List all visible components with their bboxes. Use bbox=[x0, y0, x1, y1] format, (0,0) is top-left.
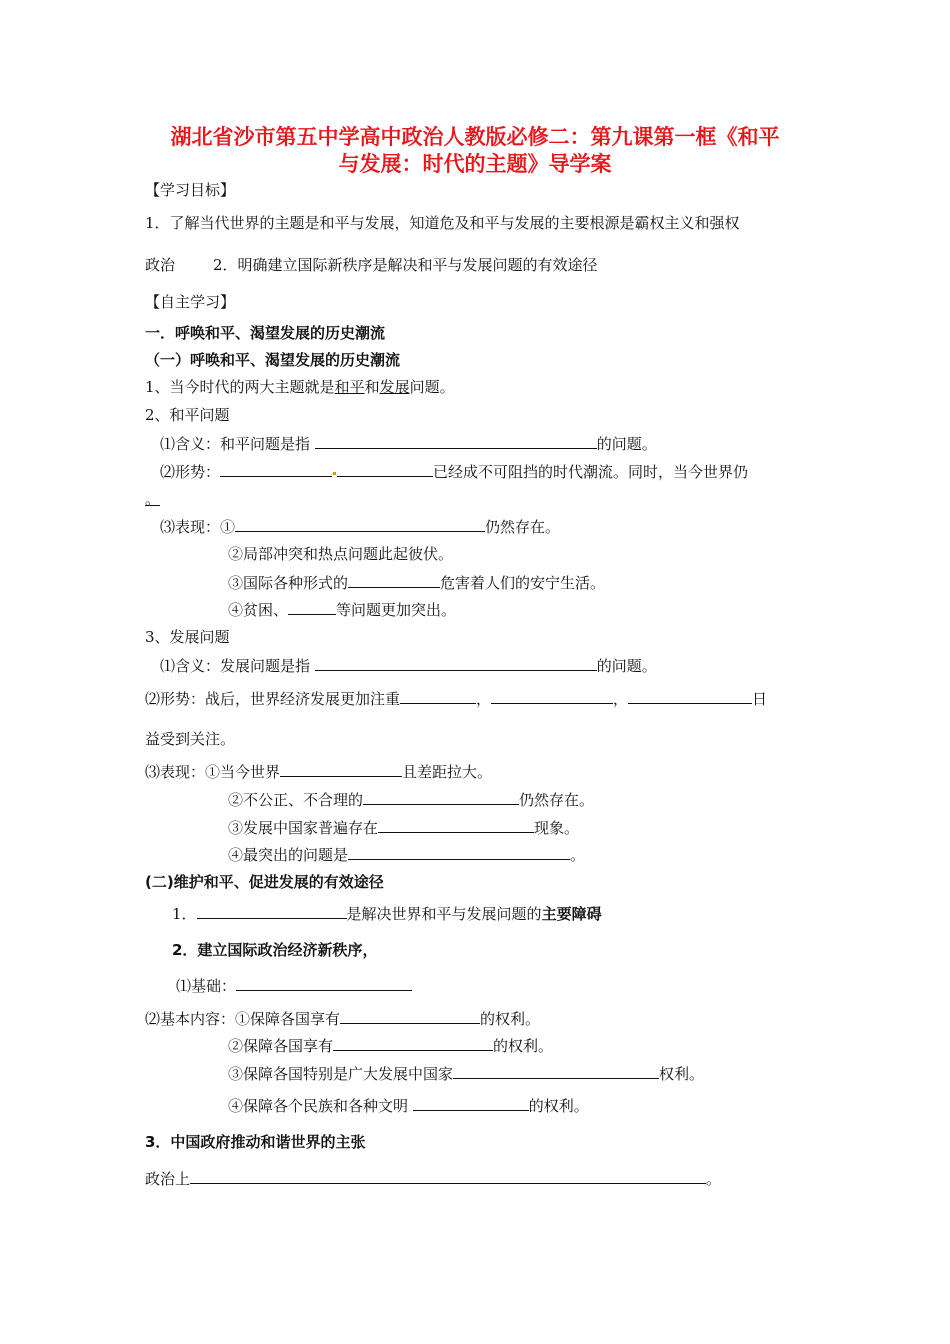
q2-show4-blank[interactable] bbox=[288, 599, 336, 615]
q2-trend-prefix: ⑵形势： bbox=[160, 463, 221, 481]
p3-politics-blank[interactable] bbox=[190, 1168, 706, 1184]
p2-content2-blank[interactable] bbox=[333, 1035, 493, 1051]
q2-show4-prefix: ④贫困、 bbox=[228, 601, 289, 619]
q2-show3-prefix: ③国际各种形式的 bbox=[228, 574, 349, 592]
p3-politics-prefix: 政治上 bbox=[145, 1170, 191, 1188]
p2-content2-prefix: ②保障各国享有 bbox=[228, 1037, 334, 1055]
section-1-heading: 一．呼唤和平、渴望发展的历史潮流 bbox=[145, 324, 386, 342]
p2-content1-blank[interactable] bbox=[340, 1008, 480, 1024]
goal-item-1-tail: 政治 bbox=[145, 256, 176, 274]
q2-meaning-blank[interactable] bbox=[315, 433, 597, 449]
p2-content-4 bbox=[228, 1095, 589, 1116]
q3-meaning-blank[interactable] bbox=[315, 655, 597, 671]
p1-num: 1． bbox=[172, 905, 197, 923]
q1-prefix: 1、当今时代的两大主题就是 bbox=[145, 378, 335, 396]
q3-show1-prefix: ⑶表现：①当今世界 bbox=[145, 763, 281, 781]
q2-show-2: ②局部冲突和热点问题此起彼伏。 bbox=[228, 545, 454, 563]
q3-show1-blank[interactable] bbox=[280, 761, 402, 777]
p2-content-3 bbox=[228, 1063, 704, 1084]
p2-basis bbox=[176, 975, 412, 996]
q1-suffix: 问题。 bbox=[409, 378, 455, 396]
q3-show2-blank[interactable] bbox=[363, 789, 519, 805]
q2-trend bbox=[160, 461, 748, 482]
q3-meaning bbox=[160, 655, 657, 676]
q2-meaning bbox=[160, 433, 657, 454]
q3-show-4 bbox=[228, 844, 585, 865]
self-study-heading: 【自主学习】 bbox=[145, 293, 236, 311]
p2-content-1 bbox=[145, 1008, 540, 1029]
q1-answer-development: 发展 bbox=[379, 378, 410, 396]
p2-content3-blank[interactable] bbox=[453, 1063, 659, 1079]
q3-trend-prefix: ⑵形势：战后，世界经济发展更加注重 bbox=[145, 690, 401, 708]
q2-show-1 bbox=[160, 516, 560, 537]
q3-meaning-prefix: ⑴含义：发展问题是指 bbox=[160, 657, 311, 675]
document-title-line1: 湖北省沙市第五中学高中政治人教版必修二：第九课第一框《和平 bbox=[170, 125, 780, 149]
p2-content4-blank[interactable] bbox=[413, 1095, 529, 1111]
subsection-1-heading: （一）呼唤和平、渴望发展的历史潮流 bbox=[145, 351, 401, 369]
q2-show-prefix: ⑶表现：① bbox=[160, 518, 236, 536]
q3-comma-1: ， bbox=[476, 690, 492, 708]
p3-politics bbox=[145, 1168, 721, 1189]
q3-trend-blank-1[interactable] bbox=[400, 688, 476, 704]
p2-content3-suffix: 权利。 bbox=[659, 1065, 705, 1083]
goal-item-1-cont bbox=[145, 255, 598, 275]
goal-item-1: 1．了解当代世界的主题是和平与发展，知道危及和平与发展的主要根源是霸权主义和强权 bbox=[145, 214, 740, 232]
p2-basis-label: ⑴基础： bbox=[176, 977, 237, 995]
q3-show4-blank[interactable] bbox=[348, 844, 570, 860]
q3-meaning-suffix: 的问题。 bbox=[596, 657, 657, 675]
q2-show1-suffix: 仍然存在。 bbox=[485, 518, 561, 536]
p1-suffix: 是解决世界和平与发展问题的 bbox=[346, 905, 542, 923]
q2-trend-blank-a[interactable] bbox=[220, 461, 332, 477]
q3-show4-suffix: 。 bbox=[570, 846, 586, 864]
q3-trend-blank-3[interactable] bbox=[628, 688, 752, 704]
goals-heading: 【学习目标】 bbox=[145, 181, 236, 199]
q2-show4-suffix: 等问题更加突出。 bbox=[336, 601, 457, 619]
p2-content-prefix: ⑵基本内容：①保障各国享有 bbox=[145, 1010, 341, 1028]
q2-trend-blank-b[interactable] bbox=[337, 461, 433, 477]
q2-show1-blank[interactable] bbox=[235, 516, 485, 532]
path-item-2-heading: 2．建立国际政治经济新秩序， bbox=[172, 941, 378, 959]
q2-trend-cont bbox=[145, 489, 160, 509]
p2-content1-suffix: 的权利。 bbox=[480, 1010, 541, 1028]
p2-content2-suffix: 的权利。 bbox=[493, 1037, 554, 1055]
q3-trend-suffix: 日 bbox=[752, 690, 768, 708]
p2-content-2 bbox=[228, 1035, 553, 1056]
q2-trend-cont-blank[interactable]: 。 bbox=[145, 490, 161, 508]
q3-trend-blank-2[interactable] bbox=[491, 688, 613, 704]
q2-show-4 bbox=[228, 599, 456, 620]
q2-show3-suffix: 危害着人们的安宁生活。 bbox=[440, 574, 606, 592]
q3-show4-prefix: ④最突出的问题是 bbox=[228, 846, 349, 864]
q2-trend-suffix: 已经成不可阻挡的时代潮流。同时，当今世界仍 bbox=[433, 463, 749, 481]
p2-content4-prefix: ④保障各个民族和各种文明 bbox=[228, 1097, 409, 1115]
path-item-1 bbox=[172, 903, 602, 924]
q3-show3-prefix: ③发展中国家普遍存在 bbox=[228, 819, 379, 837]
question-1 bbox=[145, 377, 455, 397]
q3-comma-2: ， bbox=[613, 690, 629, 708]
q3-show-3 bbox=[228, 817, 579, 838]
q2-show3-blank[interactable] bbox=[348, 572, 440, 588]
subsection-2-heading: (二)维护和平、促进发展的有效途径 bbox=[145, 873, 384, 891]
q3-trend-cont: 益受到关注。 bbox=[145, 730, 236, 748]
document-title-line2: 与发展：时代的主题》导学案 bbox=[338, 152, 612, 176]
p2-basis-blank[interactable] bbox=[236, 975, 412, 991]
q3-show-1 bbox=[145, 761, 492, 782]
q2-show-3 bbox=[228, 572, 605, 593]
p1-bold: 主要障碍 bbox=[541, 905, 602, 923]
question-2-heading: 2、和平问题 bbox=[145, 406, 230, 424]
q3-show-2 bbox=[228, 789, 594, 810]
goal-item-2: 2．明确建立国际新秩序是解决和平与发展问题的有效途径 bbox=[213, 256, 598, 274]
q1-mid: 和 bbox=[364, 378, 380, 396]
path-item-3-heading: 3．中国政府推动和谐世界的主张 bbox=[145, 1133, 366, 1151]
dot-mark bbox=[333, 472, 336, 475]
q3-show2-prefix: ②不公正、不合理的 bbox=[228, 791, 364, 809]
q1-answer-peace: 和平 bbox=[334, 378, 365, 396]
p2-content4-suffix: 的权利。 bbox=[528, 1097, 589, 1115]
q2-meaning-suffix: 的问题。 bbox=[596, 435, 657, 453]
q3-show2-suffix: 仍然存在。 bbox=[519, 791, 595, 809]
p3-politics-suffix: 。 bbox=[706, 1170, 722, 1188]
p1-blank[interactable] bbox=[197, 903, 347, 919]
q3-trend bbox=[145, 688, 767, 709]
q3-show3-blank[interactable] bbox=[378, 817, 534, 833]
question-3-heading: 3、发展问题 bbox=[145, 628, 230, 646]
q3-show1-suffix: 且差距拉大。 bbox=[402, 763, 493, 781]
q3-show3-suffix: 现象。 bbox=[534, 819, 580, 837]
q2-meaning-prefix: ⑴含义：和平问题是指 bbox=[160, 435, 311, 453]
p2-content3-prefix: ③保障各国特别是广大发展中国家 bbox=[228, 1065, 454, 1083]
